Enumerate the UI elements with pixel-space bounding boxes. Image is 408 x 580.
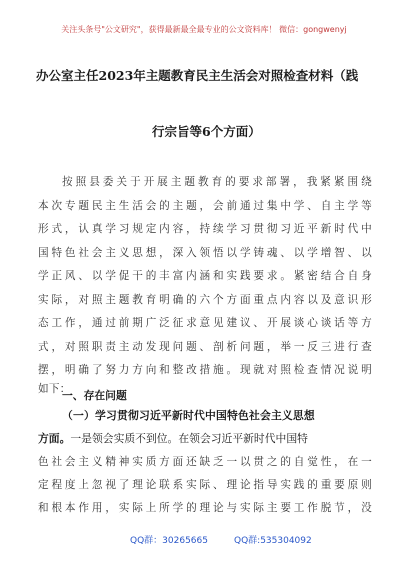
document-title-line-1: 办公室主任2023年主题教育民主生活会对照检查材料（践 xyxy=(36,68,359,83)
body-paragraph-line: 按照县委关于开展主题教育的要求部署，我紧紧围绕 xyxy=(62,176,372,188)
section-paragraph-line: 和根本作用，实际上所学的理论与实际主要工作脱节，没 xyxy=(38,502,372,514)
body-paragraph-line: 国特色社会主义思想，深入领悟以学铸魂、以学增智、以 xyxy=(38,247,372,259)
body-paragraph-line: 形式，认真学习规定内容，持续学习贯彻习近平新时代中 xyxy=(38,223,372,235)
promo-banner: 关注头条号"公文研究"，获得最新最全最专业的公文资料库！ 微信：gongwenyj xyxy=(61,25,347,34)
footer-qq-group-1: QQ群：30265665 xyxy=(130,536,208,546)
sub-heading: （一）学习贯彻习近平新时代中国特色社会主义思想 xyxy=(62,409,315,422)
body-paragraph-line: 摆，明确了努力方向和整改措施。现就对照检查情况说明 xyxy=(38,364,372,376)
document-title-line-2: 行宗旨等6个方面） xyxy=(152,124,261,139)
sub-heading-end: 方面。 xyxy=(38,432,71,445)
footer-qq-group-2: QQ群:535304092 xyxy=(234,536,312,546)
section-paragraph-line: 一是领会实质不到位。在领会习近平新时代中国特 xyxy=(70,432,308,445)
body-paragraph-line: 态工作，通过前期广泛征求意见建议、开展谈心谈话等方 xyxy=(38,317,372,329)
section-paragraph-line: 色社会主义精神实质方面还缺乏一以贯之的自觉性，在一 xyxy=(38,456,372,468)
body-paragraph-line: 式，对照职责主动发现问题、剖析问题，举一反三进行查 xyxy=(38,341,372,353)
body-paragraph-line: 本次专题民主生活会的主题，会前通过集中学、自主学等 xyxy=(38,200,372,212)
sub-heading-continuation xyxy=(38,431,372,446)
body-paragraph-line: 学正风、以学促干的丰富内涵和实践要求。紧密结合自身 xyxy=(38,270,372,282)
body-paragraph-line: 如下： xyxy=(38,383,71,395)
section-heading: 一、存在问题 xyxy=(62,389,127,402)
body-paragraph-line: 实际，对照主题教育明确的六个方面重点内容以及意识形 xyxy=(38,294,372,306)
section-paragraph-line: 定程度上忽视了理论联系实际、理论指导实践的重要原则 xyxy=(38,479,372,491)
